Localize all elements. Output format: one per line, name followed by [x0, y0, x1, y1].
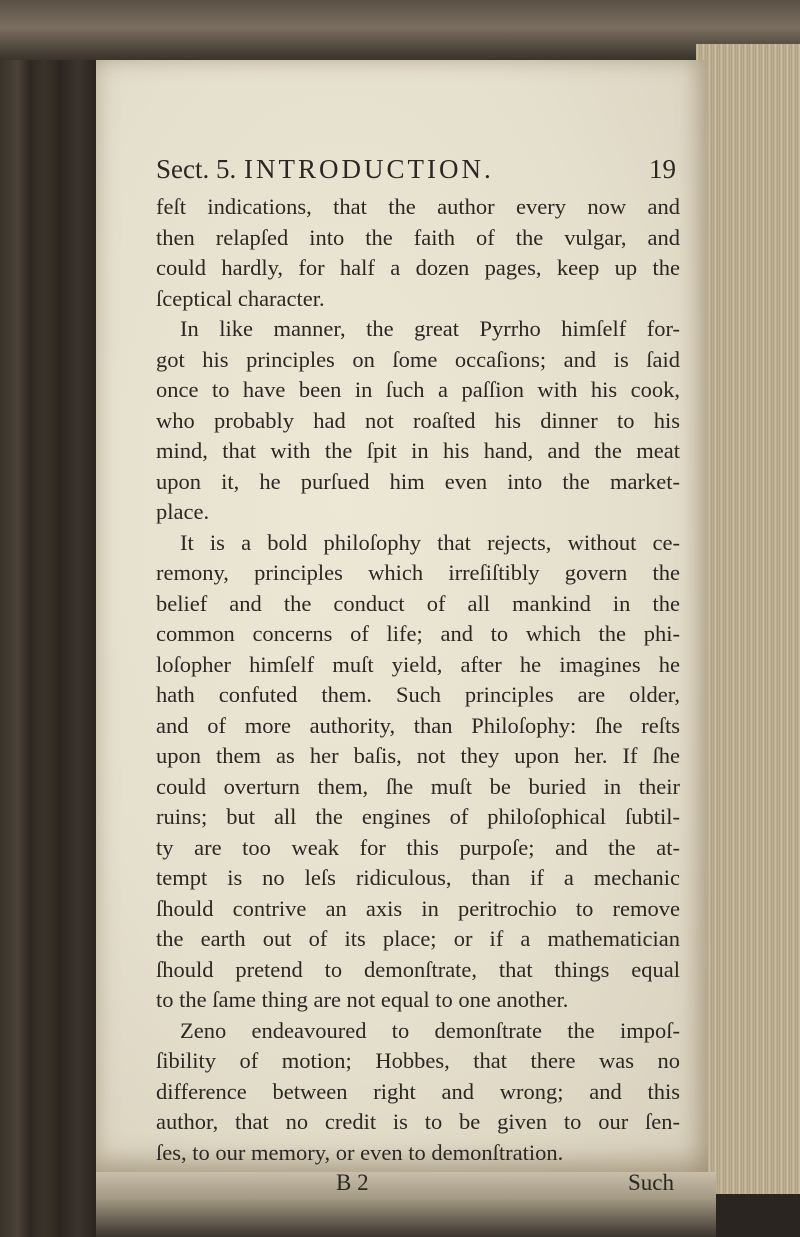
text-line: to the ſame thing are not equal to one another. — [156, 987, 569, 1012]
text-line: and of more authority, than Philoſophy: ſhe reſts — [156, 712, 680, 738]
text-line: ſibility of motion; Hobbes, that there was no — [156, 1048, 680, 1073]
text-line: feſt indications, that the author every now and — [156, 194, 680, 219]
text-line: remony, principles which irreſiſtibly govern the — [156, 560, 680, 585]
text-line: ſhould pretend to demonſtrate, that things equal — [156, 956, 680, 982]
text-line: It is a bold philoſophy that rejects, without ce- — [180, 529, 680, 555]
text-line: Zeno endeavoured to demonſtrate the impoſ- — [180, 1017, 680, 1043]
text-line: ruins; but all the engines of philoſophical ſubtil- — [156, 804, 680, 829]
text-line: loſopher himſelf muſt yield, after he imagines he — [156, 651, 680, 677]
text-line: author, that no credit is to be given to our ſen- — [156, 1109, 680, 1134]
text-line: tempt is no leſs ridiculous, than if a mechanic — [156, 865, 680, 890]
text-line: then relapſed into the faith of the vulgar, and — [156, 224, 680, 250]
binding-top-edge — [0, 0, 800, 60]
text-line: once to have been in ſuch a paſſion with his cook, — [156, 377, 680, 402]
text-line: belief and the conduct of all mankind in the — [156, 590, 680, 616]
section-label: Sect. 5. — [156, 154, 237, 184]
text-line: place. — [156, 499, 210, 524]
page-footer — [156, 1168, 680, 1200]
catchword: Such — [628, 1170, 674, 1195]
text-line: ty are too weak for this purpoſe; and the at- — [156, 834, 680, 860]
text-line: upon them as her baſis, not they upon her. If ſhe — [156, 743, 680, 768]
running-title: INTRODUCTION. — [244, 154, 494, 184]
text-line: difference between right and wrong; and this — [156, 1078, 680, 1104]
body-text — [156, 192, 680, 1168]
text-line: ſceptical character. — [156, 285, 325, 311]
text-line: upon it, he purſued him even into the market- — [156, 468, 680, 494]
text-line: got his principles on ſome occaſions; and is ſaid — [156, 346, 680, 372]
text-line: common concerns of life; and to which the phi- — [156, 621, 680, 646]
text-line: ſhould contrive an axis in peritrochio to remove — [156, 895, 680, 921]
text-line: the earth out of its place; or if a mathematician — [156, 926, 680, 951]
page-text — [156, 150, 680, 1200]
text-line: hath confuted them. Such principles are older, — [156, 682, 680, 707]
text-line: ſes, to our memory, or even to demonſtration. — [156, 1139, 564, 1165]
text-line: could hardly, for half a dozen pages, keep up the — [156, 255, 680, 280]
running-header — [156, 150, 680, 192]
page-fore-edge — [696, 44, 800, 1194]
page-number: 19 — [649, 154, 676, 184]
text-line: mind, that with the ſpit in his hand, and the meat — [156, 438, 680, 463]
signature-mark: B 2 — [336, 1170, 369, 1195]
text-line: who probably had not roaſted his dinner to his — [156, 407, 680, 433]
text-line: could overturn them, ſhe muſt be buried in their — [156, 773, 680, 799]
text-line: In like manner, the great Pyrrho himſelf for- — [180, 316, 680, 341]
